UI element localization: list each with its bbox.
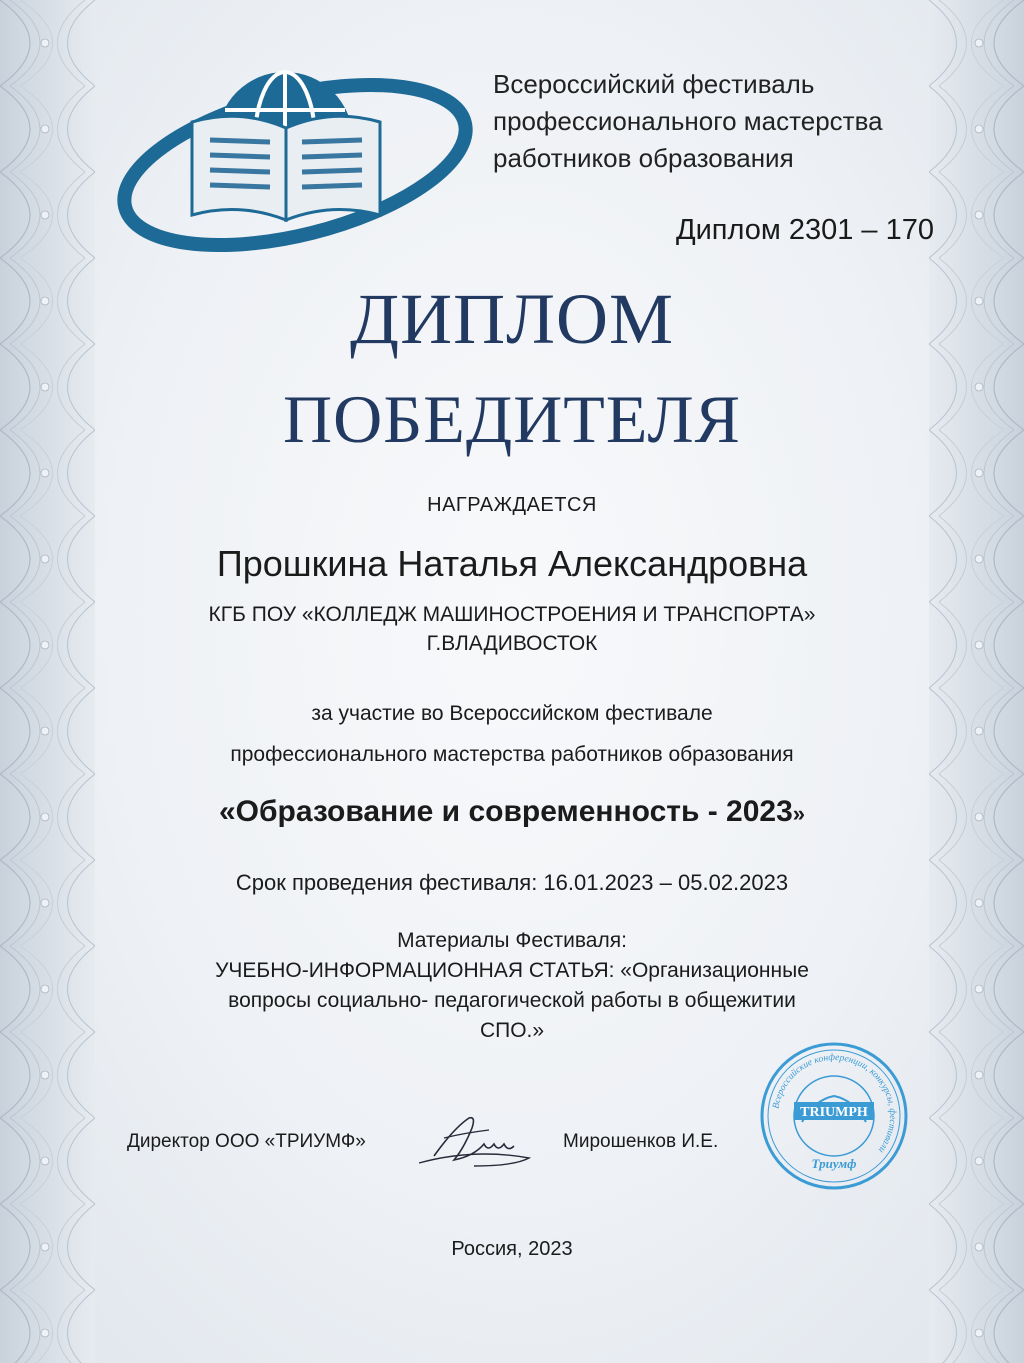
institution-city: Г.ВЛАДИВОСТОК xyxy=(426,632,598,655)
diploma-number: Диплом 2301 – 170 xyxy=(675,214,934,246)
stamp-ring-text: Всероссийские конференции, конкурсы, фестивали xyxy=(771,1052,898,1155)
institution-name: КГБ ПОУ «КОЛЛЕДЖ МАШИНОСТРОЕНИЯ И ТРАНСПОРТА» xyxy=(208,603,816,626)
materials-label: Материалы Фестиваля: xyxy=(397,929,627,952)
festival-dates: Срок проведения фестиваля: 16.01.2023 – 05.02.2023 xyxy=(235,870,789,895)
organizer-line-2: профессионального мастерства xyxy=(493,106,883,136)
diploma-title: ДИПЛОМ xyxy=(350,279,674,359)
handwritten-signature xyxy=(414,1108,534,1178)
stamp-bottom-text: Триумф xyxy=(811,1156,857,1171)
awarded-label: НАГРАЖДАЕТСЯ xyxy=(427,494,597,516)
director-title: Директор ООО «ТРИУМФ» xyxy=(127,1131,366,1152)
recipient-institution xyxy=(0,600,1024,658)
festival-name xyxy=(0,795,1024,829)
participation-line-1: за участие во Всероссийском фестивале xyxy=(311,702,713,725)
participation-line-2: профессионального мастерства работников образования xyxy=(230,743,794,766)
right-ornament-border xyxy=(929,0,1024,1363)
organizer-line-3: работников образования xyxy=(493,143,794,173)
diploma-subtitle: ПОБЕДИТЕЛЯ xyxy=(283,381,741,457)
festival-close-quote: » xyxy=(792,801,806,826)
organization-stamp xyxy=(758,1040,910,1192)
festival-logo xyxy=(110,60,480,260)
stamp-center-text: TRIUMPH xyxy=(800,1105,868,1120)
left-ornament-border xyxy=(0,0,95,1363)
festival-title: «Образование и современность - 2023 xyxy=(218,795,793,828)
footer-location-year: Россия, 2023 xyxy=(451,1238,573,1260)
materials-line-3: СПО.» xyxy=(479,1019,545,1042)
materials-line-1: УЧЕБНО-ИНФОРМАЦИОННАЯ СТАТЬЯ: «Организационные xyxy=(215,959,809,982)
signer-name: Мирошенков И.Е. xyxy=(563,1131,719,1152)
materials-line-2: вопросы социально- педагогической работы в общежитии xyxy=(228,989,796,1012)
organizer-line-1: Всероссийский фестиваль xyxy=(493,69,815,99)
organizer-name xyxy=(493,66,963,177)
recipient-name: Прошкина Наталья Александровна xyxy=(216,543,808,584)
materials-block xyxy=(172,926,852,1046)
